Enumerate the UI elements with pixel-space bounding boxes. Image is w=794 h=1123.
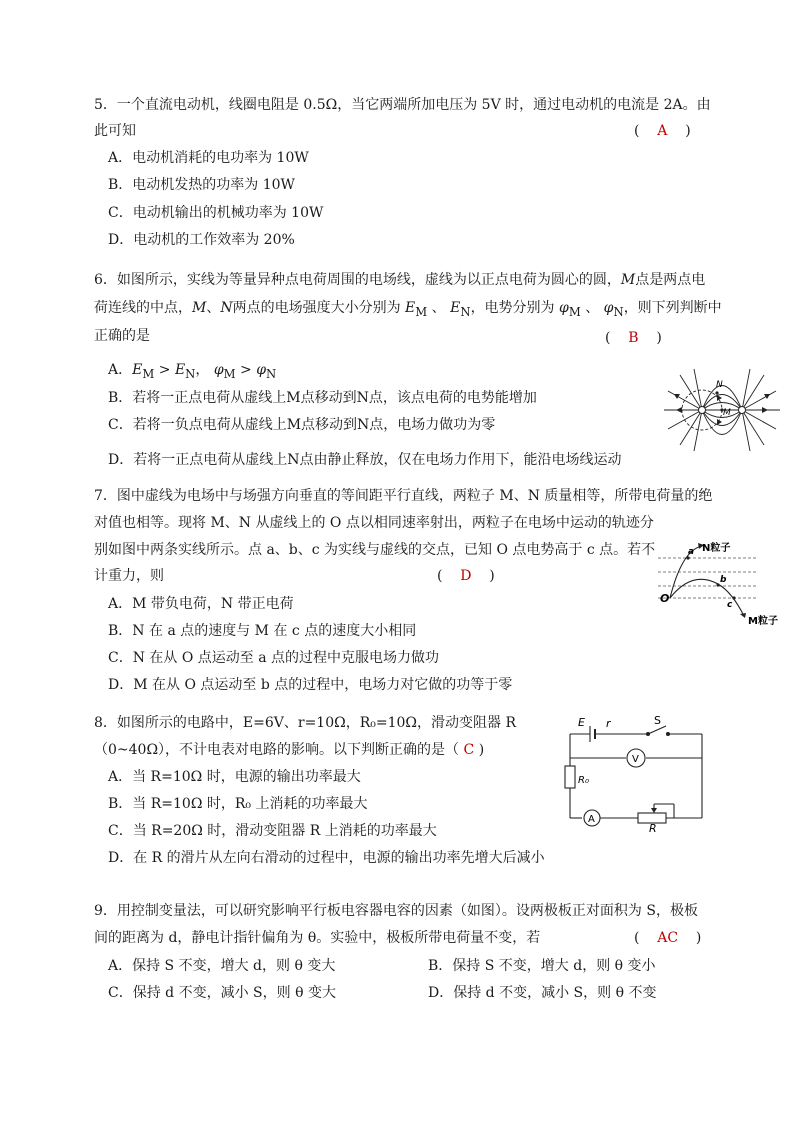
q8-switch bbox=[648, 726, 666, 734]
q5-answer-value: A bbox=[657, 123, 668, 139]
q7-stem-line1: 7．图中虚线为电场中与场强方向垂直的等间距平行直线，两粒子 M、N 质量相等，所带电荷量的绝 bbox=[94, 488, 713, 504]
q7-stem-line4: 计重力，则 bbox=[94, 568, 164, 584]
q8-fig-label-e: E bbox=[578, 716, 585, 729]
q6-stem-line3: 正确的是 bbox=[94, 328, 150, 344]
q7-fig-label-b: b bbox=[720, 575, 727, 585]
q8-option-c: C．当 R=20Ω 时，滑动变阻器 R 上消耗的功率最大 bbox=[108, 823, 437, 839]
q5-stem-line2: 此可知 bbox=[94, 123, 136, 139]
q6-option-b: B．若将一正点电荷从虚线上M点移动到N点，该点电荷的电势能增加 bbox=[108, 390, 537, 406]
q8-fig-label-a: A bbox=[588, 814, 595, 825]
q8-circuit-figure bbox=[562, 712, 710, 832]
q8-option-b: B．当 R=10Ω 时，R₀ 上消耗的功率最大 bbox=[108, 796, 368, 812]
q9-answer-value: AC bbox=[657, 930, 679, 946]
q7-option-b: B．N 在 a 点的速度与 M 在 c 点的速度大小相同 bbox=[108, 623, 417, 639]
q5-option-a: A．电动机消耗的电功率为 10W bbox=[108, 150, 309, 166]
q5-option-d: D．电动机的工作效率为 20% bbox=[108, 232, 295, 248]
q7-answer: ( D ) bbox=[437, 568, 495, 584]
q7-stem-line3: 别如图中两条实线所示。点 a、b、c 为实线与虚线的交点，已知 O 点电势高于 c 点。若不 bbox=[94, 542, 656, 558]
q7-fig-label-c: c bbox=[727, 600, 733, 610]
q7-stem-line2: 对值也相等。现将 M、N 从虚线上的 O 点以相同速率射出，两粒子在电场中运动的轨迹分 bbox=[94, 515, 654, 531]
q7-fig-label-a: a bbox=[688, 547, 695, 557]
q8-fig-label-r: r bbox=[606, 717, 611, 730]
q6-option-c: C．若将一负点电荷从虚线上M点移动到N点，电场力做功为零 bbox=[108, 417, 496, 433]
q7-option-d: D．M 在从 O 点运动至 b 点的过程中，电场力对它做的功等于零 bbox=[108, 677, 513, 693]
q7-trajectory-figure bbox=[652, 540, 790, 630]
q6-fig-label-n: N bbox=[716, 380, 723, 390]
q6-answer: ( B ) bbox=[605, 330, 662, 346]
q6-option-d: D．若将一正点电荷从虚线上N点由静止释放，仅在电场力作用下，能沿电场线运动 bbox=[108, 452, 622, 468]
q9-option-a: A．保持 S 不变，增大 d，则 θ 变大 bbox=[108, 958, 336, 974]
q7-answer-value: D bbox=[460, 568, 472, 584]
q8-answer-value: C bbox=[463, 742, 475, 758]
q7-fig-label-o: O bbox=[660, 592, 670, 605]
q5-option-c: C．电动机输出的机械功率为 10W bbox=[108, 205, 324, 221]
q8-fig-label-v: V bbox=[632, 754, 639, 765]
q6-option-a: A．$E_M > E_N$， $\varphi_M > \varphi_N$ bbox=[108, 362, 277, 381]
q6-field-lines-figure bbox=[662, 365, 782, 457]
q9-stem-line2: 间的距离为 d，静电计指针偏角为 θ。实验中，极板所带电荷量不变，若 bbox=[94, 930, 541, 946]
q5-answer: ( A ) bbox=[634, 123, 691, 139]
q5-option-b: B．电动机发热的功率为 10W bbox=[108, 177, 295, 193]
q6-fig-label-m: M bbox=[723, 408, 731, 418]
q7-option-a: A．M 带负电荷，N 带正电荷 bbox=[108, 596, 294, 612]
q8-resistor-r0 bbox=[565, 766, 575, 788]
q9-option-d: D．保持 d 不变，减小 S，则 θ 不变 bbox=[428, 985, 657, 1001]
q9-option-b: B．保持 S 不变，增大 d，则 θ 变小 bbox=[428, 958, 656, 974]
q6-negative-charge bbox=[739, 407, 746, 414]
q8-option-d: D．在 R 的滑片从左向右滑动的过程中，电源的输出功率先增大后减小 bbox=[108, 850, 545, 866]
q6-answer-value: B bbox=[628, 330, 639, 346]
q9-option-c: C．保持 d 不变，减小 S，则 θ 变大 bbox=[108, 985, 336, 1001]
q8-stem-line2: （0~40Ω），不计电表对电路的影响。以下判断正确的是（ C ) bbox=[94, 742, 485, 758]
q6-stem-line2: 荷连线的中点，M、N两点的电场强度大小分别为 $E_M$ 、 $E_N$，电势分别为 $\varphi_M$ 、 $\varphi_N$，则下列判断中 bbox=[94, 300, 722, 319]
q9-stem-line1: 9．用控制变量法，可以研究影响平行板电容器电容的因素（如图）。设两极板正对面积为 S，极板 bbox=[94, 903, 698, 919]
q7-fig-label-m-particle: M粒子 bbox=[748, 616, 778, 627]
q8-fig-label-r0: R₀ bbox=[578, 775, 589, 786]
q6-stem-line1: 6．如图所示，实线为等量异种点电荷周围的电场线，虚线为以正点电荷为圆心的圆，M点是两点电 bbox=[94, 272, 706, 288]
q6-positive-charge bbox=[699, 407, 706, 414]
q8-stem-line1: 8．如图所示的电路中，E=6V、r=10Ω，R₀=10Ω，滑动变阻器 R bbox=[94, 715, 517, 731]
q9-answer: ( AC ) bbox=[634, 930, 702, 946]
q5-stem-line1: 5．一个直流电动机，线圈电阻是 0.5Ω，当它两端所加电压为 5V 时，通过电动机的电流是 2A。由 bbox=[94, 97, 711, 113]
q8-fig-label-s: S bbox=[654, 714, 661, 727]
q8-fig-label-rheostat: R bbox=[649, 822, 657, 832]
q7-fig-label-n-particle: N粒子 bbox=[702, 543, 731, 554]
q8-option-a: A．当 R=10Ω 时，电源的输出功率最大 bbox=[108, 769, 361, 785]
q7-option-c: C．N 在从 O 点运动至 a 点的过程中克服电场力做功 bbox=[108, 650, 440, 666]
